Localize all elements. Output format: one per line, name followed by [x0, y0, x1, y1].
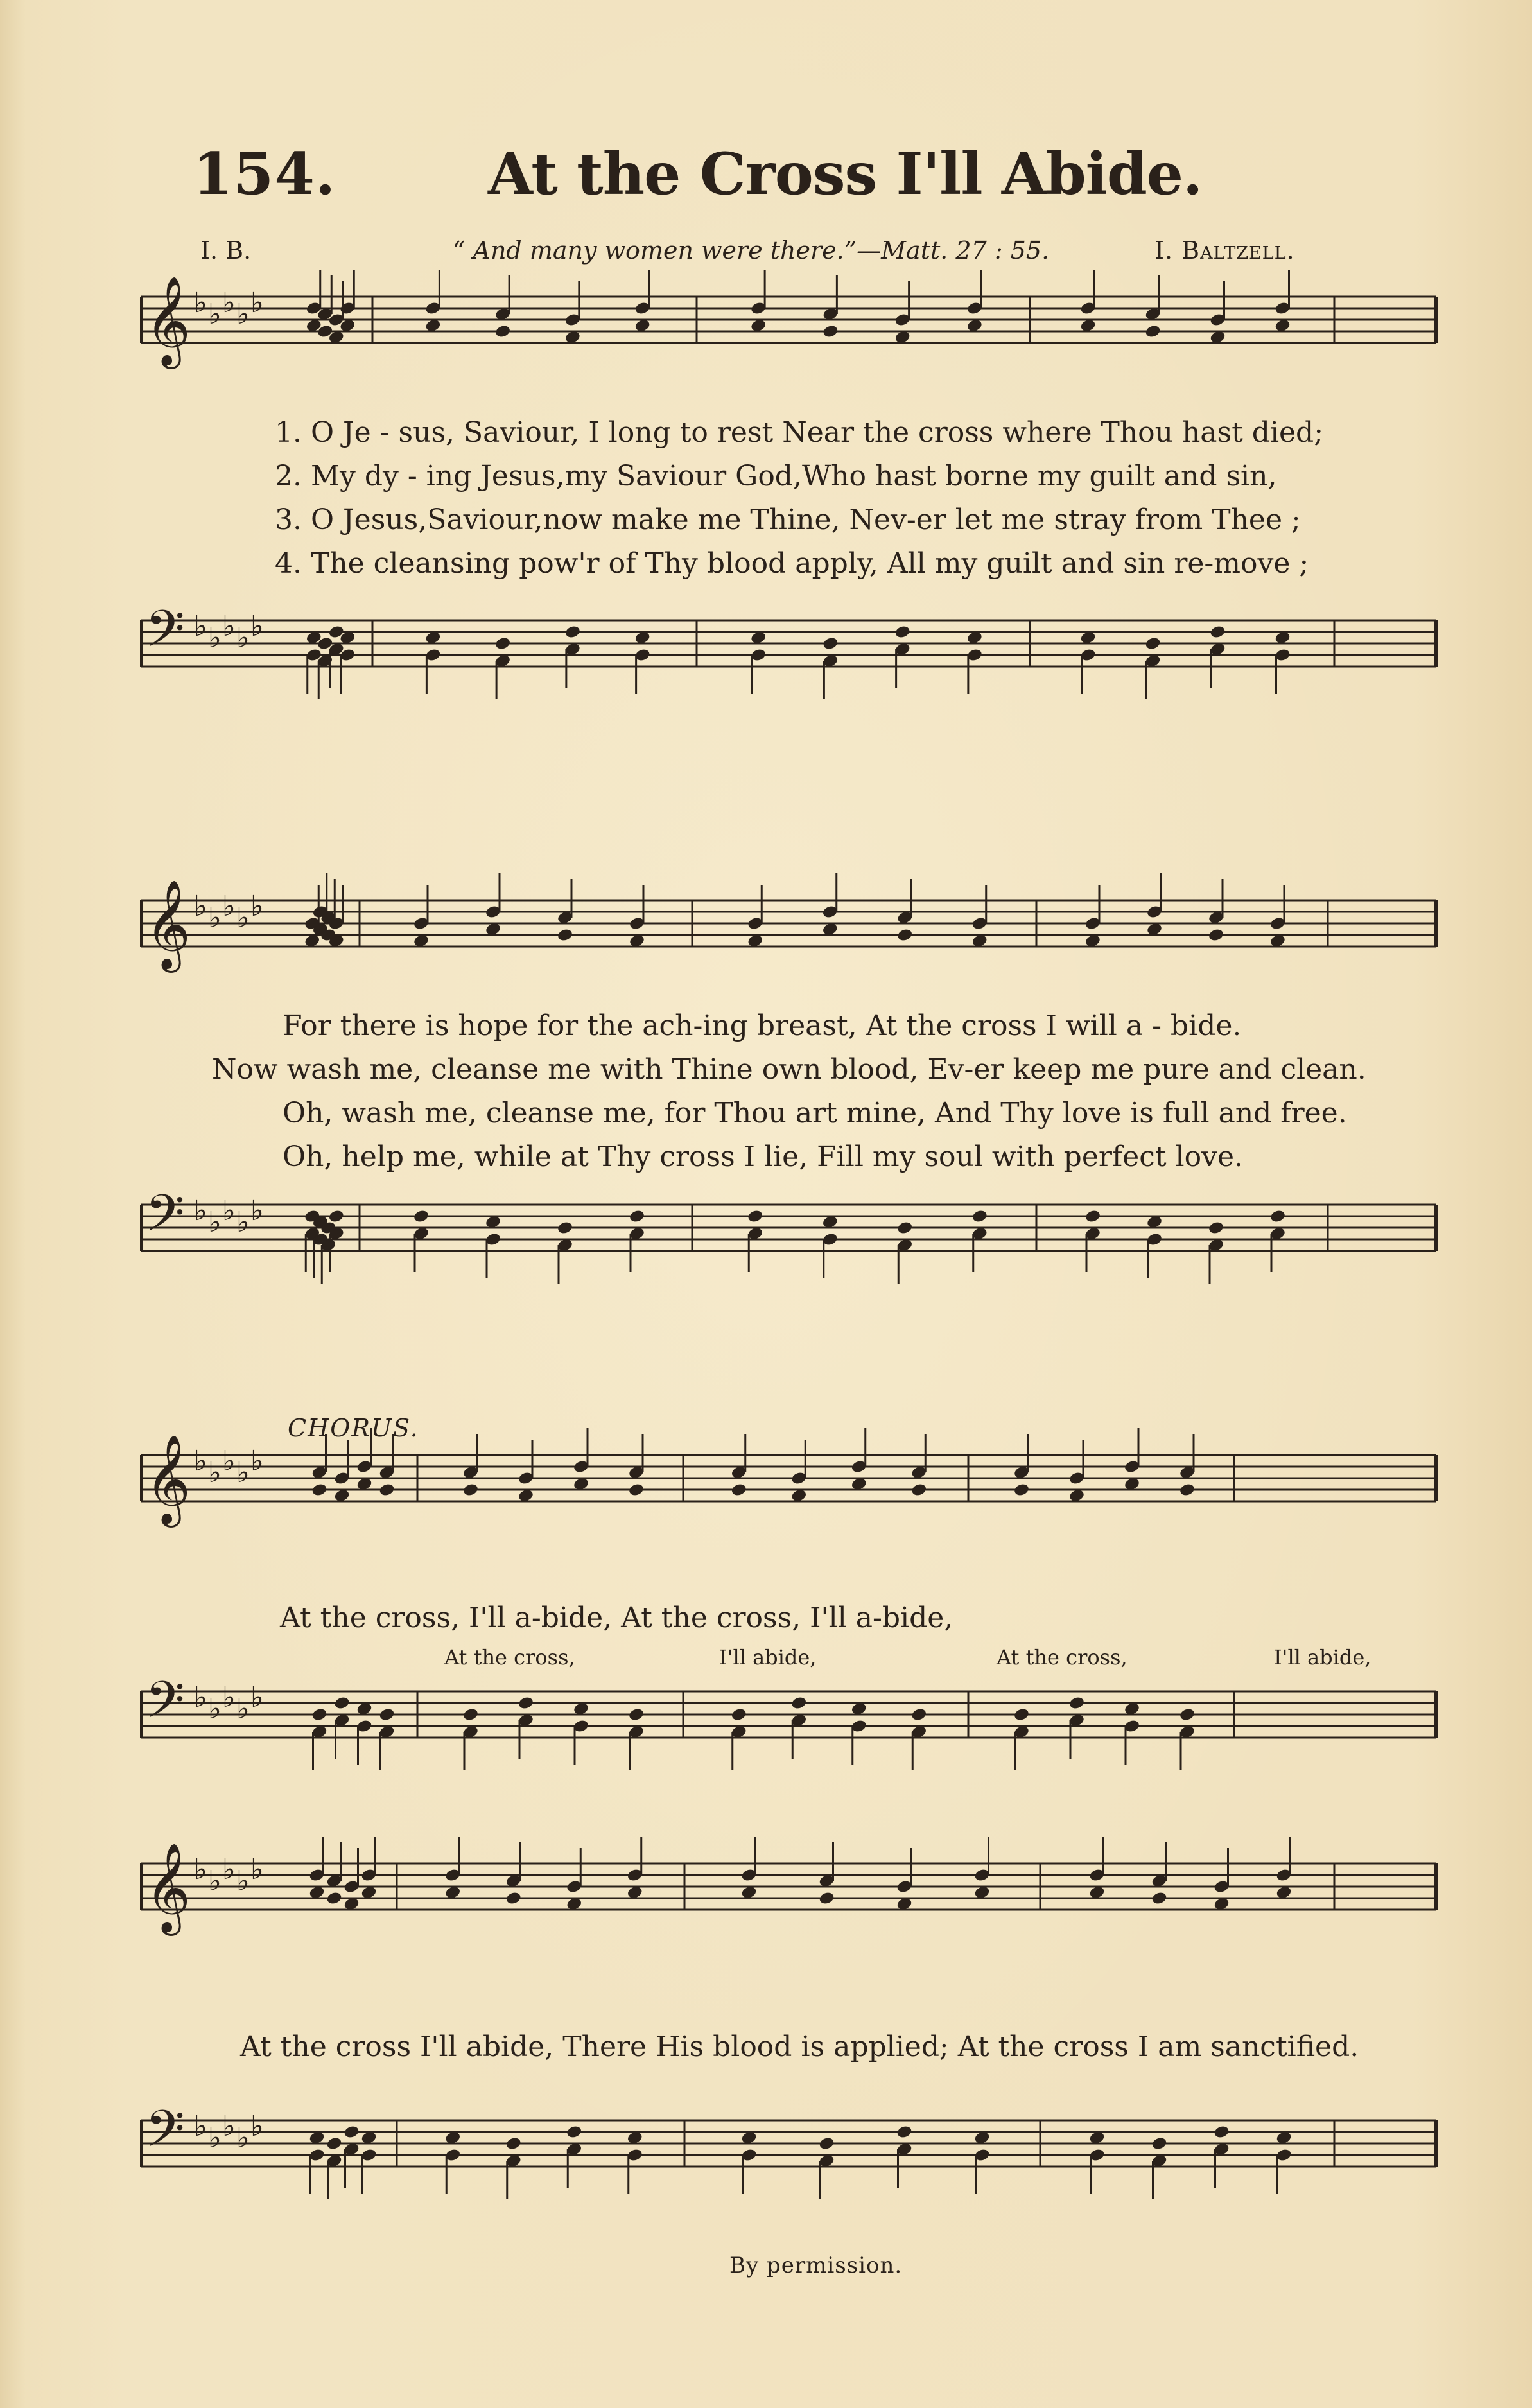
svg-text:♭: ♭: [236, 1693, 250, 1725]
verse-4-line-1: 4. The cleansing pow'r of Thy blood apply, All my guilt and sin re-move ;: [275, 547, 1309, 580]
svg-text:♭: ♭: [222, 1853, 236, 1886]
svg-text:♭: ♭: [222, 1194, 236, 1227]
svg-text:♭: ♭: [208, 298, 222, 331]
chorus-alto-word-1: At the cross,: [444, 1645, 575, 1670]
svg-text:♭: ♭: [236, 1206, 250, 1239]
svg-text:♭: ♭: [222, 1445, 236, 1478]
verse-1-line-2: For there is hope for the ach-ing breast, At the cross I will a - bide.: [283, 1009, 1242, 1042]
hymn-title: At the Cross I'll Abide.: [488, 140, 1203, 208]
svg-text:𝄢: 𝄢: [145, 599, 185, 671]
svg-text:𝄢: 𝄢: [145, 2099, 185, 2171]
svg-text:𝄞: 𝄞: [145, 1843, 191, 1932]
hymn-number: 154.: [193, 140, 336, 208]
svg-text:♭: ♭: [236, 2122, 250, 2154]
svg-text:♭: ♭: [194, 610, 207, 643]
svg-text:♭: ♭: [208, 2122, 222, 2154]
verse-2-line-2: Now wash me, cleanse me with Thine own blood, Ev-er keep me pure and clean.: [212, 1053, 1366, 1086]
note-heads: [304, 301, 1292, 2168]
svg-text:♭: ♭: [208, 622, 222, 654]
svg-text:♭: ♭: [222, 286, 236, 319]
svg-text:♭: ♭: [194, 1681, 207, 1714]
svg-text:♭: ♭: [208, 1456, 222, 1489]
chorus-final-line: At the cross I'll abide, There His blood is applied; At the cross I am sanctified.: [240, 2030, 1359, 2063]
svg-text:𝄞: 𝄞: [145, 1435, 191, 1524]
scripture-reference: “ And many women were there.”—Matt. 27 : 55.: [453, 236, 1050, 265]
svg-text:𝄞: 𝄞: [145, 880, 191, 969]
svg-text:♭: ♭: [250, 1681, 264, 1714]
verse-2-line-1: 2. My dy - ing Jesus,my Saviour God,Who hast borne my guilt and sin,: [275, 460, 1277, 493]
svg-text:♭: ♭: [194, 1445, 207, 1478]
chorus-alto-word-3: At the cross,: [997, 1645, 1127, 1670]
svg-text:♭: ♭: [208, 1206, 222, 1239]
svg-text:♭: ♭: [236, 622, 250, 654]
svg-text:𝄞: 𝄞: [145, 276, 191, 365]
verse-4-line-2: Oh, help me, while at Thy cross I lie, Fill my soul with perfect love.: [283, 1140, 1243, 1173]
svg-text:♭: ♭: [194, 1194, 207, 1227]
verse-3-line-1: 3. O Jesus,Saviour,now make me Thine, Nev-er let me stray from Thee ;: [275, 503, 1301, 536]
svg-text:♭: ♭: [222, 2110, 236, 2143]
permission-note: By permission.: [729, 2253, 903, 2278]
verse-3-line-2: Oh, wash me, cleanse me, for Thou art mine, And Thy love is full and free.: [283, 1097, 1347, 1130]
svg-text:♭: ♭: [194, 2110, 207, 2143]
svg-text:♭: ♭: [208, 1693, 222, 1725]
svg-text:♭: ♭: [194, 890, 207, 923]
svg-text:♭: ♭: [250, 286, 264, 319]
svg-text:♭: ♭: [250, 1445, 264, 1478]
svg-text:♭: ♭: [222, 890, 236, 923]
verse-1-line-1: 1. O Je - sus, Saviour, I long to rest Near the cross where Thou hast died;: [275, 416, 1324, 449]
svg-text:♭: ♭: [208, 902, 222, 934]
svg-text:♭: ♭: [236, 1456, 250, 1489]
svg-text:♭: ♭: [236, 298, 250, 331]
chorus-soprano-line: At the cross, I'll a-bide, At the cross, I'll a-bide,: [280, 1601, 953, 1634]
svg-text:𝄢: 𝄢: [145, 1670, 185, 1742]
chorus-alto-word-2: I'll abide,: [719, 1645, 817, 1670]
svg-text:♭: ♭: [250, 890, 264, 923]
svg-text:♭: ♭: [250, 610, 264, 643]
svg-text:♭: ♭: [236, 1865, 250, 1898]
svg-text:♭: ♭: [250, 1194, 264, 1227]
svg-text:♭: ♭: [236, 902, 250, 934]
svg-text:𝄢: 𝄢: [145, 1183, 185, 1255]
svg-text:♭: ♭: [194, 286, 207, 319]
svg-text:♭: ♭: [222, 610, 236, 643]
svg-text:♭: ♭: [208, 1865, 222, 1898]
svg-text:♭: ♭: [250, 1853, 264, 1886]
svg-text:♭: ♭: [222, 1681, 236, 1714]
svg-text:♭: ♭: [250, 2110, 264, 2143]
author-initials: I. B.: [200, 236, 252, 265]
chorus-label: CHORUS.: [288, 1414, 419, 1442]
svg-text:♭: ♭: [194, 1853, 207, 1886]
chorus-alto-word-4: I'll abide,: [1274, 1645, 1371, 1670]
composer-name: I. Baltzell.: [1154, 236, 1295, 265]
